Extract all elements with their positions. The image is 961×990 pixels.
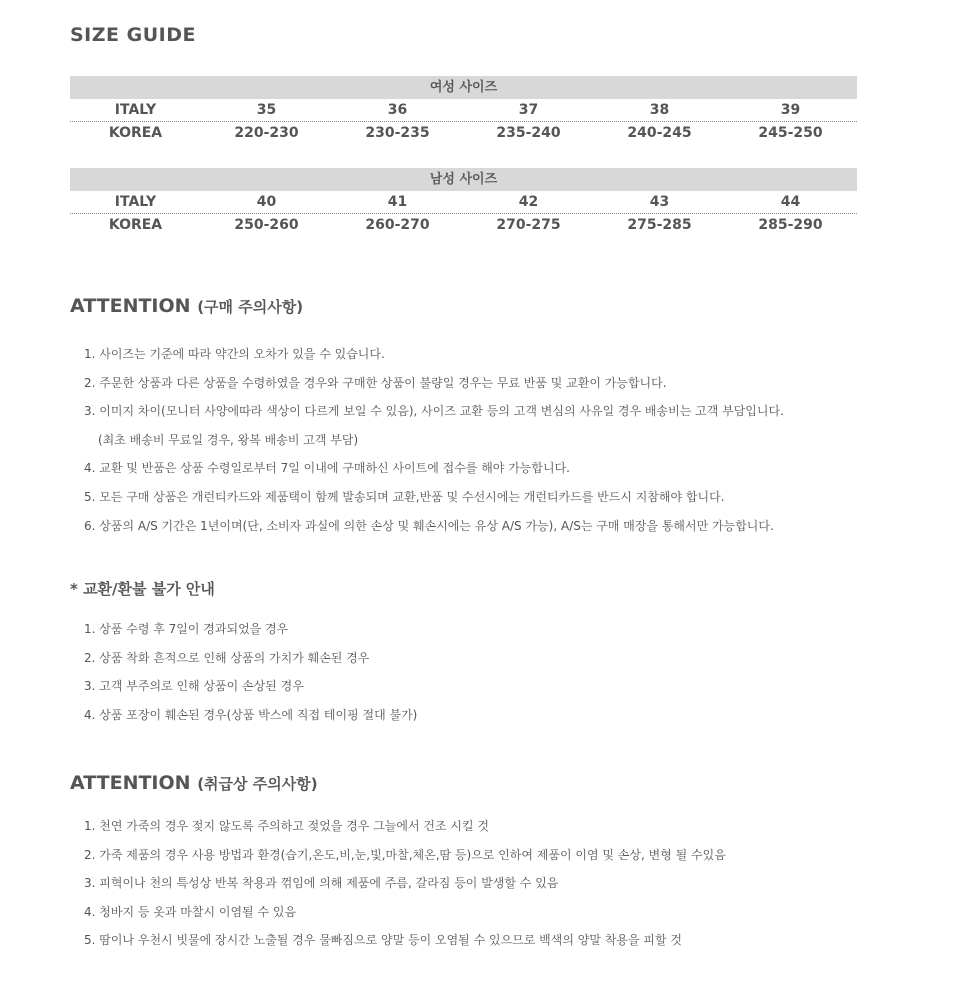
purchase-attention-list: [84, 340, 784, 540]
row-label: KOREA: [108, 125, 163, 141]
size-cell: 37: [518, 102, 539, 118]
size-cell: 40: [256, 194, 277, 210]
list-item: 6. 상품의 A/S 기간은 1년이며(단, 소비자 과실에 의한 손상 및 훼손시에는 유상 A/S 가능), A/S는 구매 매장을 통해서만 가능합니다.: [84, 518, 774, 533]
list-item: 3. 피혁이나 천의 특성상 반복 착용과 꺾임에 의해 제품에 주름, 갈라짐 등이 발생할 수 있음: [84, 876, 559, 891]
attention-title: ATTENTION: [70, 295, 191, 317]
list-item: 3. 고객 부주의로 인해 상품이 손상된 경우: [84, 679, 304, 694]
size-cell: 245-250: [758, 125, 823, 141]
list-item: 2. 주문한 상품과 다른 상품을 수령하였을 경우와 구매한 상품이 불량일 경우는 무료 반품 및 교환이 가능합니다.: [84, 375, 667, 390]
size-cell: 39: [780, 102, 801, 118]
exchange-notice-title: * 교환/환불 불가 안내: [70, 580, 215, 598]
list-item: 1. 상품 수령 후 7일이 경과되었을 경우: [84, 622, 289, 636]
list-item: 4. 상품 포장이 훼손된 경우(상품 박스에 직접 테이핑 절대 불가): [84, 707, 418, 722]
list-item: 1. 천연 가죽의 경우 젖지 않도록 주의하고 젖었을 경우 그늘에서 건조 시킬 것: [84, 819, 489, 833]
size-cell: 235-240: [496, 125, 561, 141]
size-cell: 260-270: [365, 217, 430, 233]
purchase-attention-heading: [70, 295, 303, 317]
men-korea-row: [70, 214, 857, 236]
men-size-table: [70, 168, 857, 236]
size-cell: 44: [780, 194, 801, 210]
size-cell: 240-245: [627, 125, 692, 141]
men-size-header: 남성 사이즈: [70, 168, 857, 191]
list-item: 2. 상품 착화 흔적으로 인해 상품의 가치가 훼손된 경우: [84, 650, 370, 665]
women-italy-row: [70, 99, 857, 122]
women-size-table: [70, 76, 857, 144]
list-item-note: (최초 배송비 무료일 경우, 왕복 배송비 고객 부담): [98, 432, 359, 447]
list-item: 4. 청바지 등 옷과 마찰시 이염될 수 있음: [84, 904, 297, 919]
list-item: 1. 사이즈는 기준에 따라 약간의 오차가 있을 수 있습니다.: [84, 347, 385, 361]
list-item: 5. 땀이나 우천시 빗물에 장시간 노출될 경우 물빠짐으로 양말 등이 오염될 수 있으므로 백색의 양말 착용을 피할 것: [84, 933, 682, 948]
attention-subtitle: (취급상 주의사항): [197, 775, 318, 793]
men-italy-row: [70, 191, 857, 214]
size-cell: 36: [387, 102, 408, 118]
care-attention-list: [84, 812, 726, 955]
size-cell: 43: [649, 194, 670, 210]
size-cell: 220-230: [234, 125, 299, 141]
size-cell: 230-235: [365, 125, 430, 141]
care-attention-heading: [70, 772, 318, 794]
size-cell: 41: [387, 194, 408, 210]
list-item: 3. 이미지 차이(모니터 사양에따라 색상이 다르게 보일 수 있음), 사이즈 교환 등의 고객 변심의 사유일 경우 배송비는 고객 부담입니다.: [84, 404, 784, 419]
exchange-notice-list: [84, 615, 417, 729]
list-item: 4. 교환 및 반품은 상품 수령일로부터 7일 이내에 구매하신 사이트에 접수를 해야 가능합니다.: [84, 461, 570, 476]
size-cell: 250-260: [234, 217, 299, 233]
size-cell: 42: [518, 194, 539, 210]
size-cell: 285-290: [758, 217, 823, 233]
row-label: KOREA: [108, 217, 163, 233]
list-item: 5. 모든 구매 상품은 개런티카드와 제품택이 함께 발송되며 교환,반품 및 수선시에는 개런티카드를 반드시 지참해야 합니다.: [84, 489, 725, 504]
attention-title: ATTENTION: [70, 772, 191, 794]
women-korea-row: [70, 122, 857, 144]
size-cell: 38: [649, 102, 670, 118]
size-cell: 275-285: [627, 217, 692, 233]
row-label: ITALY: [114, 194, 157, 210]
row-label: ITALY: [114, 102, 157, 118]
women-size-header: 여성 사이즈: [70, 76, 857, 99]
size-cell: 270-275: [496, 217, 561, 233]
attention-subtitle: (구매 주의사항): [197, 298, 304, 316]
size-guide-title: SIZE GUIDE: [70, 24, 196, 46]
size-cell: 35: [256, 102, 277, 118]
list-item: 2. 가죽 제품의 경우 사용 방법과 환경(습기,온도,비,눈,빛,마찰,체온,땀 등)으로 인하여 제품이 이염 및 손상, 변형 될 수있음: [84, 847, 726, 862]
